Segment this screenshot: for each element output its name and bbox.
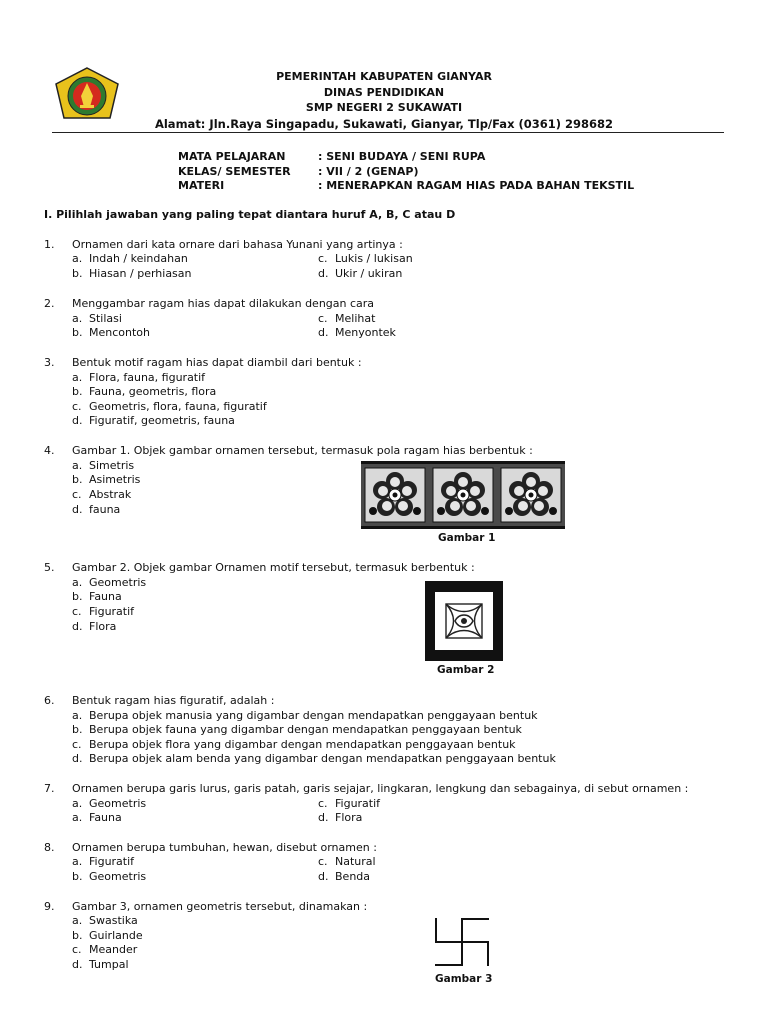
meta-material-label: MATERI bbox=[178, 179, 225, 192]
option-d[interactable]: d. Berupa objek alam benda yang digambar dengan mendapatkan penggayaan bentuk bbox=[72, 752, 556, 765]
option-c[interactable]: c. Geometris, flora, fauna, figuratif bbox=[72, 400, 267, 413]
option-a[interactable]: a. Geometris bbox=[72, 576, 147, 589]
header-school: SMP NEGERI 2 SUKAWATI bbox=[305, 101, 463, 114]
option-b[interactable]: b. Fauna bbox=[72, 590, 122, 603]
figure-3-caption: Gambar 3 bbox=[435, 973, 493, 985]
meta-subject-value: : SENI BUDAYA / SENI RUPA bbox=[318, 150, 486, 163]
option-b[interactable]: b. Guirlande bbox=[72, 929, 143, 942]
option-c[interactable]: c. Figuratif bbox=[318, 797, 381, 810]
question-stem: Ornamen berupa garis lurus, garis patah, garis sejajar, lingkaran, lengkung dan sebagainya, di sebut ornamen : bbox=[72, 782, 689, 795]
option-a[interactable]: a. Figuratif bbox=[72, 855, 135, 868]
meta-class-label: KELAS/ SEMESTER bbox=[178, 165, 291, 178]
option-c[interactable]: c. Lukis / lukisan bbox=[318, 252, 413, 265]
question-stem: Ornamen berupa tumbuhan, hewan, disebut ornamen : bbox=[72, 841, 377, 854]
option-a[interactable]: a. Berupa objek manusia yang digambar dengan mendapatkan penggayaan bentuk bbox=[72, 709, 538, 722]
question-number: 6. bbox=[44, 694, 55, 707]
question-stem: Gambar 1. Objek gambar ornamen tersebut, termasuk pola ragam hias berbentuk : bbox=[72, 444, 533, 457]
header-address: Alamat: Jln.Raya Singapadu, Sukawati, Gianyar, Tlp/Fax (0361) 298682 bbox=[154, 117, 614, 131]
option-d[interactable]: d. Ukir / ukiran bbox=[318, 267, 403, 280]
question-number: 7. bbox=[44, 782, 55, 795]
header-divider bbox=[52, 132, 724, 133]
question-stem: Bentuk ragam hias figuratif, adalah : bbox=[72, 694, 275, 707]
option-b[interactable]: b. Berupa objek fauna yang digambar dengan mendapatkan penggayaan bentuk bbox=[72, 723, 522, 736]
instruction: I. Pilihlah jawaban yang paling tepat diantara huruf A, B, C atau D bbox=[44, 208, 456, 221]
figure-2-caption: Gambar 2 bbox=[437, 664, 495, 676]
option-a[interactable]: a. Flora, fauna, figuratif bbox=[72, 371, 206, 384]
option-b[interactable]: a. Fauna bbox=[72, 811, 122, 824]
option-c[interactable]: c. Figuratif bbox=[72, 605, 135, 618]
question-number: 4. bbox=[44, 444, 55, 457]
option-a[interactable]: a. Simetris bbox=[72, 459, 135, 472]
question-number: 9. bbox=[44, 900, 55, 913]
option-d[interactable]: d. Benda bbox=[318, 870, 371, 883]
question-stem: Gambar 3, ornamen geometris tersebut, dinamakan : bbox=[72, 900, 368, 913]
question-number: 5. bbox=[44, 561, 55, 574]
question-number: 8. bbox=[44, 841, 55, 854]
option-a[interactable]: a. Indah / keindahan bbox=[72, 252, 188, 265]
question-number: 3. bbox=[44, 356, 55, 369]
option-d[interactable]: d. Tumpal bbox=[72, 958, 129, 971]
option-c[interactable]: c. Natural bbox=[318, 855, 376, 868]
option-c[interactable]: c. Meander bbox=[72, 943, 138, 956]
question-number: 1. bbox=[44, 238, 55, 251]
option-a[interactable]: a. Swastika bbox=[72, 914, 138, 927]
figure-1-caption: Gambar 1 bbox=[438, 532, 496, 544]
question-stem: Gambar 2. Objek gambar Ornamen motif tersebut, termasuk berbentuk : bbox=[72, 561, 475, 574]
option-d[interactable]: d. Menyontek bbox=[318, 326, 396, 339]
option-b[interactable]: b. Asimetris bbox=[72, 473, 141, 486]
swastika-figure-3-icon bbox=[430, 915, 494, 969]
option-b[interactable]: b. Fauna, geometris, flora bbox=[72, 385, 217, 398]
option-b[interactable]: b. Geometris bbox=[72, 870, 147, 883]
question-stem: Ornamen dari kata ornare dari bahasa Yunani yang artinya : bbox=[72, 238, 403, 251]
option-a[interactable]: a. Stilasi bbox=[72, 312, 122, 325]
question-stem: Bentuk motif ragam hias dapat diambil dari bentuk : bbox=[72, 356, 362, 369]
header-department: DINAS PENDIDIKAN bbox=[323, 86, 445, 99]
option-a[interactable]: a. Geometris bbox=[72, 797, 147, 810]
meta-subject-label: MATA PELAJARAN bbox=[178, 150, 286, 163]
header-government: PEMERINTAH KABUPATEN GIANYAR bbox=[276, 70, 492, 83]
question-number: 2. bbox=[44, 297, 55, 310]
option-c[interactable]: c. Melihat bbox=[318, 312, 376, 325]
option-d[interactable]: d. Figuratif, geometris, fauna bbox=[72, 414, 235, 427]
option-c[interactable]: c. Abstrak bbox=[72, 488, 132, 501]
meta-material-value: : MENERAPKAN RAGAM HIAS PADA BAHAN TEKSTIL bbox=[318, 179, 635, 192]
option-d[interactable]: d. Flora bbox=[72, 620, 117, 633]
ornament-figure-2-icon bbox=[425, 581, 503, 661]
option-c[interactable]: c. Berupa objek flora yang digambar dengan mendapatkan penggayaan bentuk bbox=[72, 738, 516, 751]
option-b[interactable]: b. Hiasan / perhiasan bbox=[72, 267, 192, 280]
option-d[interactable]: d. fauna bbox=[72, 503, 121, 516]
ornament-figure-1-icon bbox=[361, 461, 565, 529]
option-d[interactable]: d. Flora bbox=[318, 811, 363, 824]
option-b[interactable]: b. Mencontoh bbox=[72, 326, 150, 339]
meta-class-value: : VII / 2 (GENAP) bbox=[318, 165, 419, 178]
question-stem: Menggambar ragam hias dapat dilakukan dengan cara bbox=[72, 297, 375, 310]
